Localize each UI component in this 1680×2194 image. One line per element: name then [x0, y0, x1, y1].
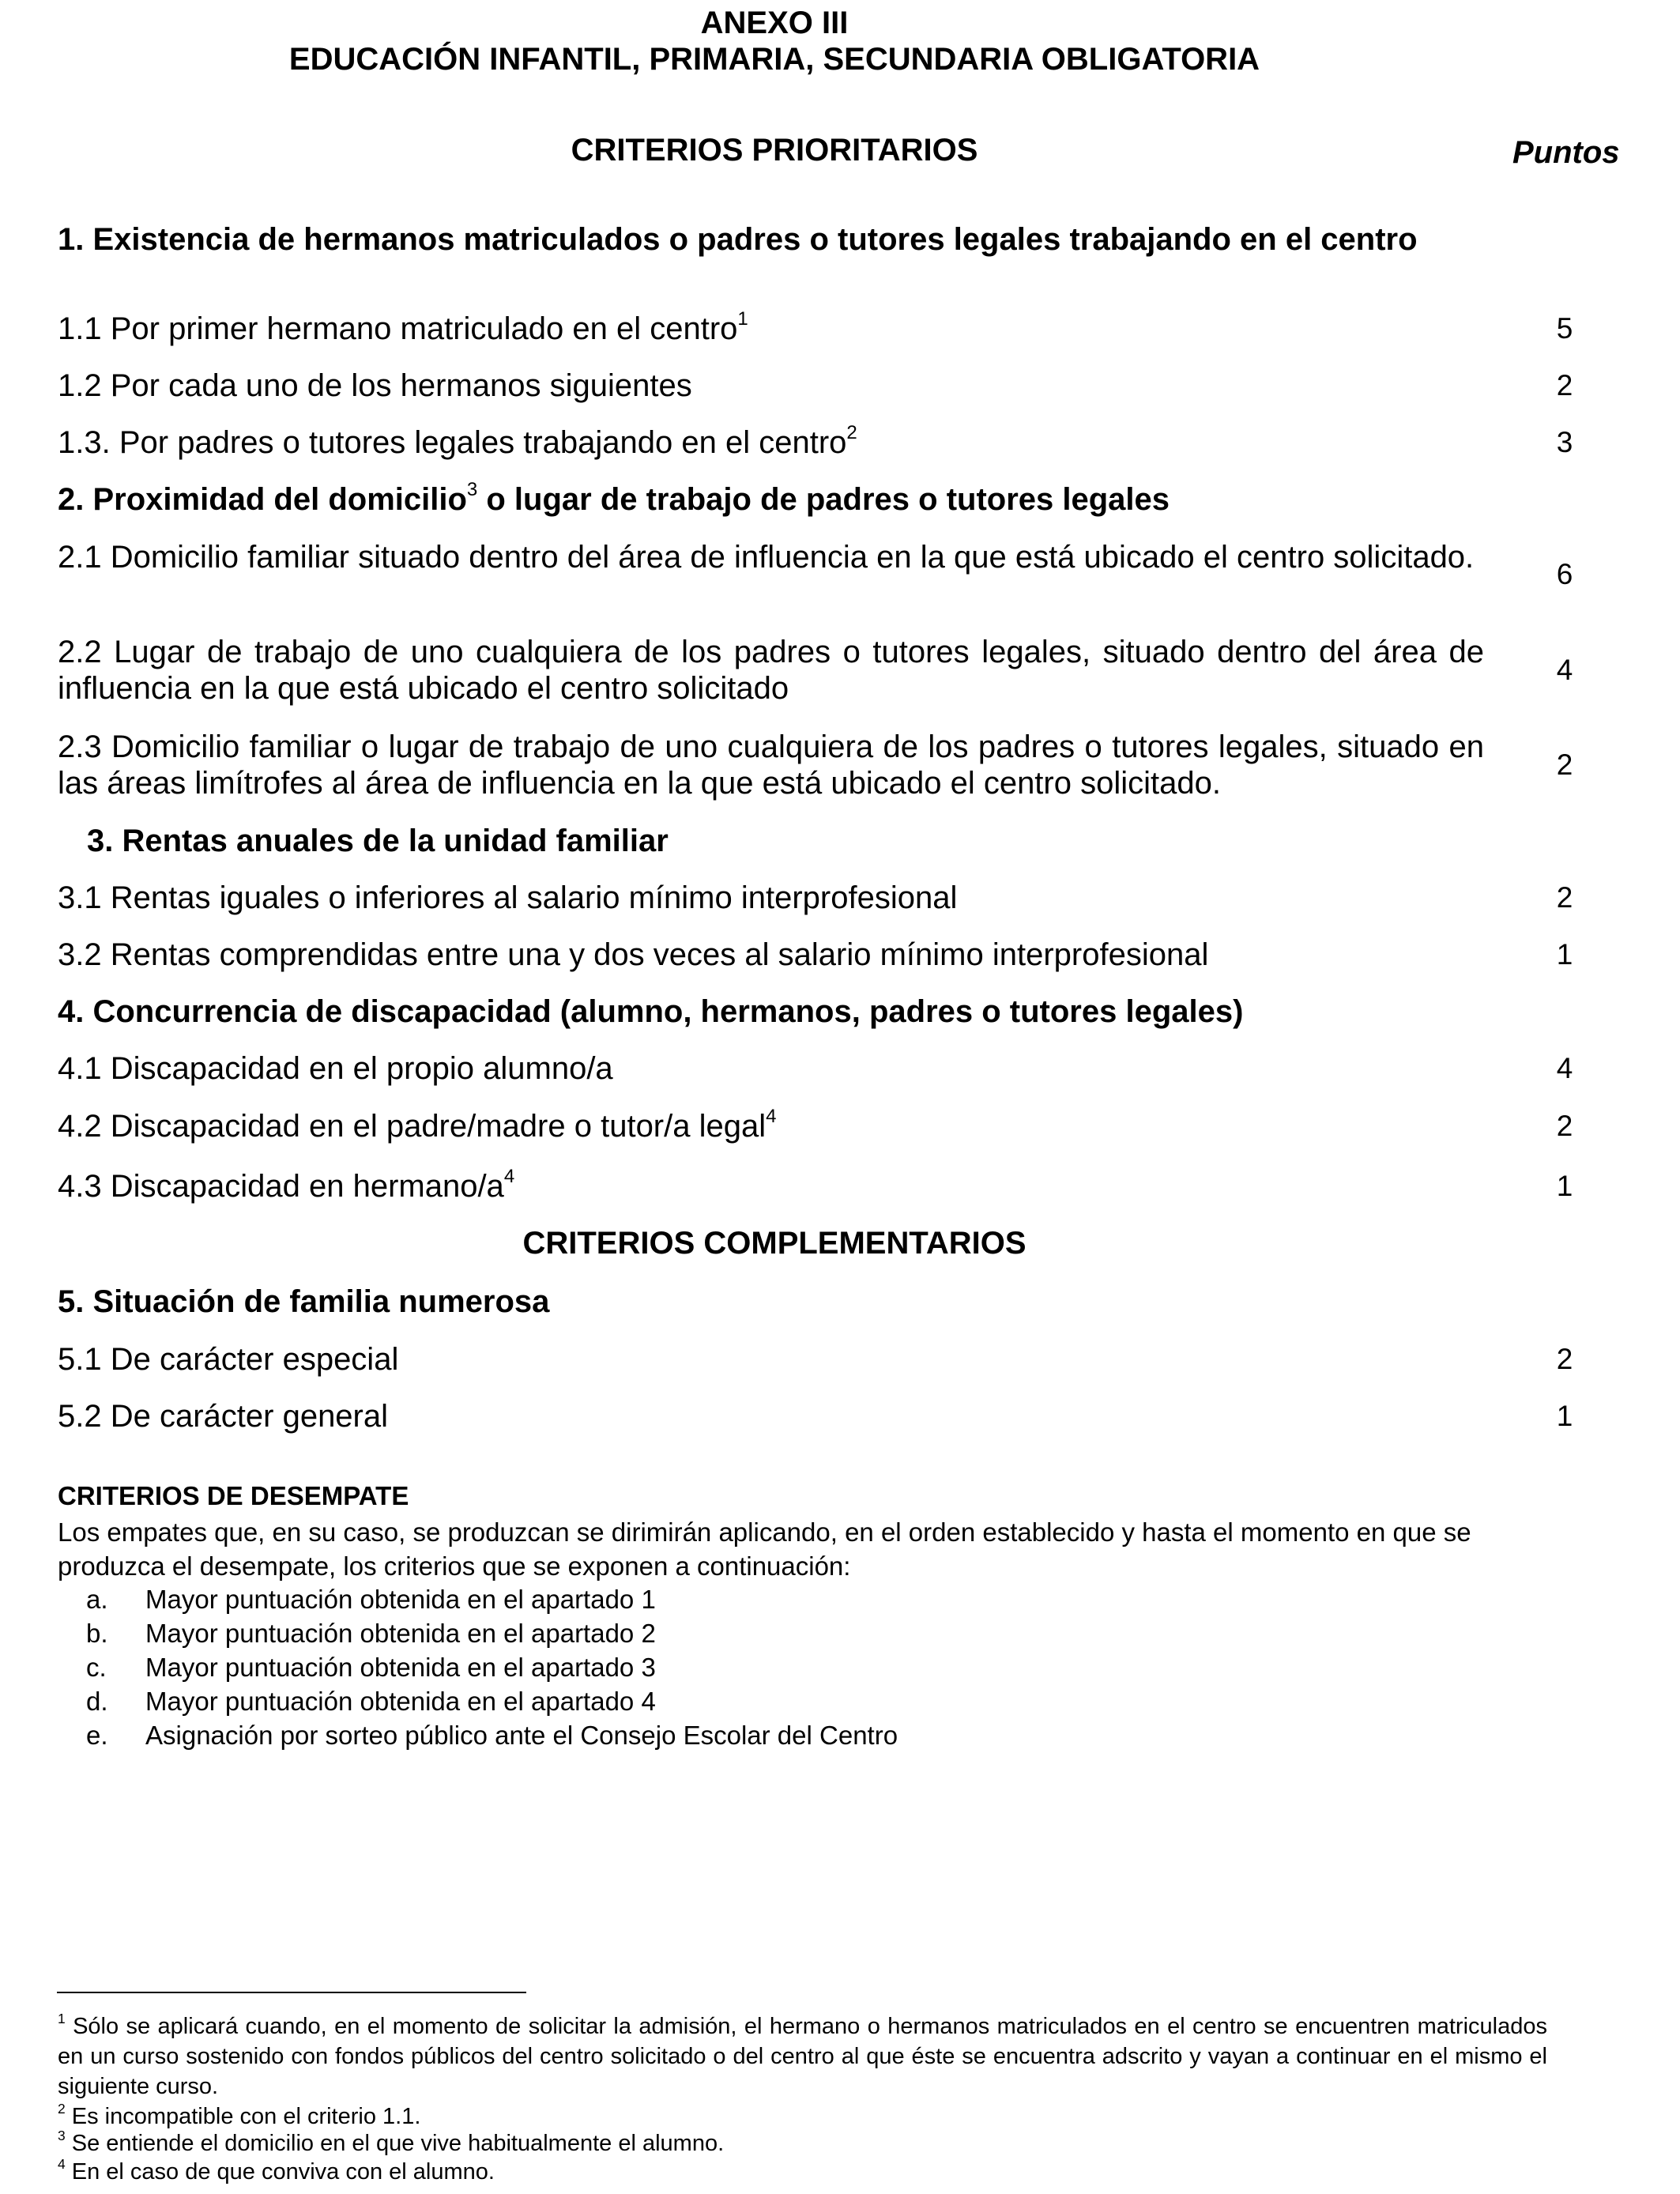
criterion-2-3: 2.3 Domicilio familiar o lugar de trabajo de uno cualquiera de los padres o tutores legales, situado en las áreas limítrofes al área de influencia en la que está ubicado el centro solicitado.	[58, 729, 1484, 801]
list-marker: b.	[86, 1619, 108, 1648]
criterion-2-2: 2.2 Lugar de trabajo de uno cualquiera de los padres o tutores legales, situado dentro del área de influencia en la que está ubicado el centro solicitado	[58, 635, 1484, 706]
footnote-3: $^3$ Se entiende el domicilio en el que vive habitualmente el alumno.	[58, 2127, 725, 2156]
criterion-2-1: 2.1 Domicilio familiar situado dentro del área de influencia en la que está ubicado el centro solicitado.	[58, 540, 1475, 575]
footnote-separator	[57, 1992, 526, 1993]
points-column-heading: Puntos	[1512, 135, 1620, 170]
footnote-ref: 2	[846, 422, 857, 443]
footnote-ref: 3	[466, 479, 478, 500]
footnote-4: $^4$ En el caso de que conviva con el alumno.	[58, 2155, 495, 2185]
points-1-3: 3	[1556, 426, 1573, 458]
list-item: Mayor puntuación obtenida en el apartado 1	[145, 1585, 656, 1614]
points-5-2: 1	[1556, 1400, 1573, 1432]
footnote-2: $^2$ Es incompatible con el criterio 1.1.	[58, 2100, 421, 2129]
criterion-4-3: 4.3 Discapacidad en hermano/$a^4$	[58, 1166, 515, 1204]
footnote-1: $^1$ Sólo se aplicará cuando, en el momento de solicitar la admisión, el hermano o hermanos matriculados en el centro se encuentren matriculados en un curso sostenido con fondos públicos del centro solicitado o del centro al que éste se encuentra adscrito y vayan a continuar en el mismo el siguiente curso.	[58, 2010, 1547, 2099]
points-2-1: 6	[1556, 558, 1573, 590]
criterion-1-1: 1.1 Por primer hermano matriculado en el centro$^1$	[58, 308, 748, 346]
footnote-ref: 1	[737, 308, 748, 330]
points-4-3: 1	[1556, 1170, 1573, 1202]
list-item: Mayor puntuación obtenida en el apartado 4	[145, 1687, 656, 1716]
points-5-1: 2	[1556, 1343, 1573, 1375]
footnote-ref: 4	[766, 1106, 777, 1127]
section-4-title: 4. Concurrencia de discapacidad (alumno, hermanos, padres o tutores legales)	[58, 994, 1244, 1029]
annex-label: ANEXO III	[700, 6, 849, 40]
section-2-title: 2. Proximidad del domicilio$^3$ o lugar de trabajo de padres o tutores legales	[58, 479, 1170, 517]
list-marker: d.	[86, 1687, 108, 1716]
criterion-5-2: 5.2 De carácter general	[58, 1399, 389, 1434]
complementary-criteria-heading: CRITERIOS COMPLEMENTARIOS	[522, 1226, 1026, 1261]
list-item: Asignación por sorteo público ante el Consejo Escolar del Centro	[145, 1721, 898, 1750]
footnote-ref: 4	[503, 1166, 515, 1187]
points-4-1: 4	[1556, 1052, 1573, 1084]
criterion-4-2: 4.2 Discapacidad en el padre/madre o tutor/a legal$^4$	[58, 1106, 777, 1144]
tiebreak-intro: Los empates que, en su caso, se produzcan se dirimirán aplicando, en el orden establecido y hasta el momento en que se produzca el desempate, los criterios que se exponen a continuación:	[58, 1517, 1471, 1581]
points-3-1: 2	[1556, 881, 1573, 914]
list-item: Mayor puntuación obtenida en el apartado 2	[145, 1619, 656, 1648]
points-2-3: 2	[1556, 748, 1573, 781]
list-marker: a.	[86, 1585, 108, 1614]
criterion-4-1: 4.1 Discapacidad en el propio alumno/a	[58, 1051, 613, 1086]
points-3-2: 1	[1556, 938, 1573, 971]
criterion-1-3: 1.3. Por padres o tutores legales trabajando en el centro$^2$	[58, 422, 857, 460]
section-5-title: 5. Situación de familia numerosa	[58, 1284, 550, 1319]
points-1-2: 2	[1556, 369, 1573, 401]
criterion-3-1: 3.1 Rentas iguales o inferiores al salario mínimo interprofesional	[58, 880, 958, 915]
tiebreak-heading: CRITERIOS DE DESEMPATE	[58, 1481, 409, 1510]
criterion-1-2: 1.2 Por cada uno de los hermanos siguientes	[58, 368, 692, 403]
priority-criteria-heading: CRITERIOS PRIORITARIOS	[571, 133, 978, 168]
points-4-2: 2	[1556, 1110, 1573, 1142]
list-item: Mayor puntuación obtenida en el apartado 3	[145, 1653, 656, 1682]
criterion-3-2: 3.2 Rentas comprendidas entre una y dos veces al salario mínimo interprofesional	[58, 937, 1209, 972]
section-3-title: 3. Rentas anuales de la unidad familiar	[87, 824, 669, 858]
criterion-5-1: 5.1 De carácter especial	[58, 1342, 399, 1377]
points-2-2: 4	[1556, 654, 1573, 686]
list-marker: e.	[86, 1721, 108, 1750]
section-1-title: 1. Existencia de hermanos matriculados o padres o tutores legales trabajando en el centro	[58, 222, 1418, 257]
list-marker: c.	[86, 1653, 107, 1682]
document-title: EDUCACIÓN INFANTIL, PRIMARIA, SECUNDARIA OBLIGATORIA	[288, 42, 1260, 77]
points-1-1: 5	[1556, 312, 1573, 345]
